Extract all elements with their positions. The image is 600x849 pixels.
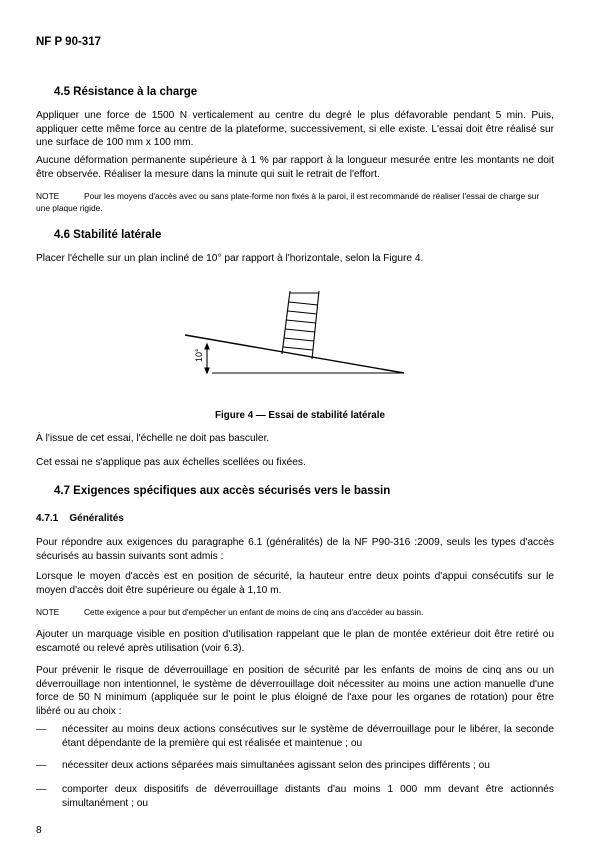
note-label: NOTE [36, 607, 60, 617]
note-text: Pour les moyens d'accès avec ou sans plate-forme non fixés à la paroi, il est recommandé de réaliser l'essai de charge sur une plaque rigide. [36, 191, 540, 213]
ladder-right-rail [312, 291, 319, 359]
figure-4-caption: Figure 4 — Essai de stabilité latérale [215, 410, 385, 421]
section-4-7-1-heading: 4.7.1 Généralités [36, 513, 124, 524]
section-4-6-paragraph-1: Placer l'échelle sur un plan incliné de 10° par rapport à l'horizontale, selon la Figure 4. [36, 253, 424, 264]
inclined-plane [185, 335, 404, 373]
ladder-left-rail [282, 291, 290, 354]
list-item-text: nécessiter au moins deux actions consécutives sur le système de déverrouillage pour le libérer, la seconde étant dépendante de la première qui est réalisée et maintenue ; ou [62, 724, 554, 749]
list-item [36, 759, 554, 773]
section-4-7-1-paragraph-1: Pour répondre aux exigences du paragraphe 6.1 (généralités) de la NF P90-316 :2009, seuls les types d'accès sécurisés au bassin suivants sont admis : [36, 537, 554, 562]
list-item-text: nécessiter deux actions séparées mais simultanées agissant selon des principes différents ; ou [62, 760, 490, 771]
list-item-text: comporter deux dispositifs de déverrouillage distants d'au moins 1 000 mm devant être actionnés simultanément ; ou [62, 784, 554, 809]
section-4-5-heading: 4.5 Résistance à la charge [54, 86, 198, 98]
section-4-7-heading: 4.7 Exigences spécifiques aux accès sécurisés vers le bassin [54, 485, 391, 497]
list-dash: — [36, 784, 47, 795]
list-dash: — [36, 760, 47, 771]
list-dash: — [36, 724, 47, 735]
section-4-6-heading: 4.6 Stabilité latérale [54, 229, 162, 241]
angle-label: 10° [194, 348, 204, 362]
section-4-5-paragraph-2: Aucune déformation permanente supérieure à 1 % par rapport à la longueur mesurée entre les montants ne doit être observée. Réaliser la mesure dans la minute qui suit le retrait de l'effort. [36, 155, 554, 180]
section-4-7-1-note [36, 606, 554, 618]
section-4-7-1-paragraph-4: Pour prévenir le risque de déverrouillage en position de sécurité par les enfants de moins de cinq ans ou un déverrouillage non intentionnel, le système de déverrouillage doit nécessiter au moins une action manuelle d'une force de 50 N minimum (appliquée sur le point le plus éloigné de l'axe pour les organes de rotation) pour être libéré ou au choix : [36, 665, 554, 717]
section-4-6-paragraph-2: À l'issue de cet essai, l'échelle ne doit pas basculer. [36, 433, 270, 444]
document-reference: NF P 90-317 [36, 36, 101, 48]
section-4-6-paragraph-3: Cet essai ne s'applique pas aux échelles scellées ou fixées. [36, 457, 306, 468]
ladder-incline-figure [0, 270, 600, 395]
note-label: NOTE [36, 191, 60, 201]
section-4-7-1-paragraph-2: Lorsque le moyen d'accès est en position de sécurité, la hauteur entre deux points d'appui consécutifs sur le moyen d'accès doit être supérieure ou égale à 1,10 m. [36, 571, 554, 596]
note-text: Cette exigence a pour but d'empêcher un enfant de moins de cinq ans d'accéder au bassin. [84, 607, 424, 617]
list-item [36, 783, 554, 810]
section-4-7-1-paragraph-3: Ajouter un marquage visible en position d'utilisation rappelant que le plan de montée extérieur doit être retiré ou escamoté ou relevé après utilisation (voir 6.3). [36, 629, 554, 654]
section-4-5-paragraph-1: Appliquer une force de 1500 N verticalement au centre du degré le plus défavorable pendant 5 min. Puis, appliquer cette même force au centre de la plateforme, successivement, si elle existe. L'essai doit être réalisé sur une surface de 100 mm x 100 mm. [36, 110, 554, 149]
page-number: 8 [36, 825, 42, 836]
list-item [36, 723, 554, 750]
section-4-5-note [36, 190, 554, 214]
